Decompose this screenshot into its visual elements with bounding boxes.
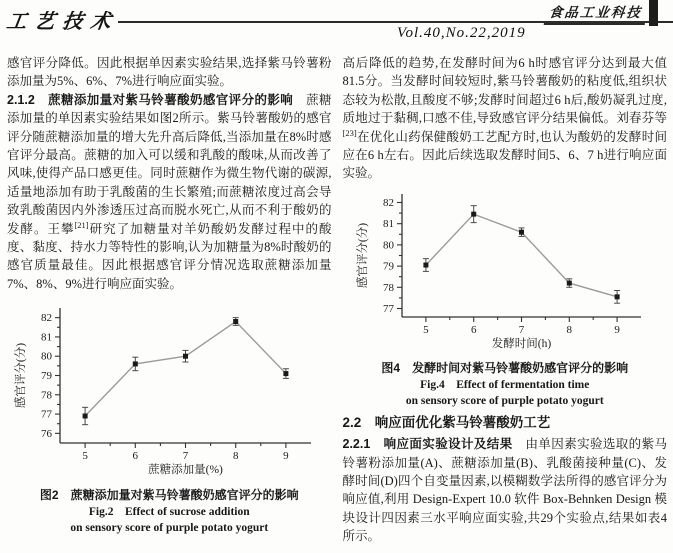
left-column — [7, 54, 332, 546]
right-column — [343, 54, 668, 546]
svg-text:蔗糖添加量(%): 蔗糖添加量(%) — [148, 464, 224, 477]
svg-text:5: 5 — [82, 450, 89, 463]
left-paragraph-continuation: 感官评分降低。因此根据单因素实验结果,选择紫马铃薯粉添加量为5%、6%、7%进行响应面实验。 — [7, 56, 332, 89]
svg-text:79: 79 — [382, 260, 394, 273]
column-title-logo: 工艺技术 — [5, 11, 121, 33]
svg-text:79: 79 — [41, 370, 53, 383]
svg-text:76: 76 — [41, 428, 53, 441]
svg-text:7: 7 — [518, 323, 524, 336]
svg-text:8: 8 — [566, 323, 572, 336]
svg-text:5: 5 — [422, 323, 429, 336]
figure-4 — [343, 186, 668, 409]
svg-text:80: 80 — [41, 350, 53, 363]
svg-text:6: 6 — [132, 450, 139, 463]
fig2-caption-english-line2: on sensory score of purple potato yogurt — [70, 521, 269, 534]
section-heading-2-2: 2.2 响应面优化紫马铃薯酸奶工艺 — [342, 415, 551, 431]
svg-text:78: 78 — [41, 389, 53, 402]
two-column-body — [0, 52, 673, 546]
fig2-caption-english-line1: Fig.2 Effect of sucrose addition — [88, 505, 250, 518]
figure-2 — [7, 300, 332, 535]
svg-text:78: 78 — [382, 281, 394, 294]
section-2-2-1-paragraph: 2.2.1 响应面实验设计及结果 由单因素实验选取的紫马铃薯粉添加量(A)、蔗糖添加量(B)、乳酸菌接种量(C)、发酵时间(D)四个自变量因素,以模糊数学法所得的感官评分为响应值,利用 Design-Expert 10.0 软件 Box-Behnken Design 模块设计四因素三水平响应面实验,共29个实验点,结果如表4所示。 — [342, 437, 667, 544]
fig4-caption-english-line2: on sensory score of purple potato yogurt — [405, 395, 604, 408]
section-2-1-2-paragraph: 2.1.2 蔗糖添加量对紫马铃薯酸奶感官评分的影响 蔗糖添加量的单因素实验结果如图2所示。紫马铃薯酸奶的感官评分随蔗糖添加量的增大先升高后降低,当添加量在8%时感官评分最高。蔗糖的加入可以缓和乳酸的酸味,从而改善了风味,使得产品口感更佳。同时蔗糖作为微生物代谢的碳源,适量地添加有助于乳酸菌的生长繁殖;而蔗糖浓度过高会导致乳酸菌因内外渗透压过高而脱水死亡,从而不利于酸奶的发酵。王攀[21]研究了加糖量对羊奶酸奶发酵过程中的酸度、黏度、持水力等特性的影响,认为加糖量为8%时酸奶的感官质量最佳。因此根据感官评分情况选取蔗糖添加量7%、8%、9%进行响应面实验。 — [7, 92, 332, 291]
svg-text:7: 7 — [183, 450, 189, 463]
svg-text:感官评分(分): 感官评分(分) — [356, 222, 369, 288]
svg-text:感官评分(分): 感官评分(分) — [15, 343, 28, 409]
svg-text:81: 81 — [41, 331, 53, 344]
svg-text:80: 80 — [382, 239, 394, 252]
svg-text:发酵时间(h): 发酵时间(h) — [491, 337, 551, 350]
svg-text:77: 77 — [382, 302, 394, 315]
svg-text:77: 77 — [41, 408, 53, 421]
svg-text:9: 9 — [614, 323, 620, 336]
fig4-line-chart — [355, 186, 655, 352]
right-paragraph-continuation: 高后降低的趋势,在发酵时间为6 h时感官评分达到最大值81.5分。当发酵时间较短时,紫马铃薯酸奶的粘度低,组织状态较为松散,且酸度不够;发酵时间超过6 h后,酸奶凝乳过度,质地过于黏稠,口感不佳,导致感官评分结果偏低。刘春芬等[23]在优化山药保健酸奶工艺配方时,也认为酸奶的发酵时间应在6 h左右。因此后续选取发酵时间5、6、7 h进行响应面实验。 — [342, 56, 667, 181]
journal-logo-bar — [649, 0, 658, 26]
svg-text:9: 9 — [283, 450, 289, 463]
fig4-caption-english-line1: Fig.4 Effect of fermentation time — [420, 379, 590, 392]
journal-name-logo: 食品工业科技 — [544, 0, 648, 25]
fig4-caption-chinese: 图4 发酵时间对紫马铃薯酸奶感官评分的影响 — [381, 361, 629, 376]
fig2-line-chart — [13, 300, 325, 478]
svg-text:82: 82 — [382, 196, 394, 209]
svg-text:82: 82 — [41, 312, 53, 325]
fig2-caption-chinese: 图2 蔗糖添加量对紫马铃薯酸奶感官评分的影响 — [39, 487, 299, 502]
svg-text:8: 8 — [233, 450, 239, 463]
page-header — [0, 0, 673, 52]
svg-text:81: 81 — [382, 218, 394, 231]
svg-text:6: 6 — [470, 323, 477, 336]
volume-issue: Vol.40,No.22,2019 — [397, 25, 526, 41]
